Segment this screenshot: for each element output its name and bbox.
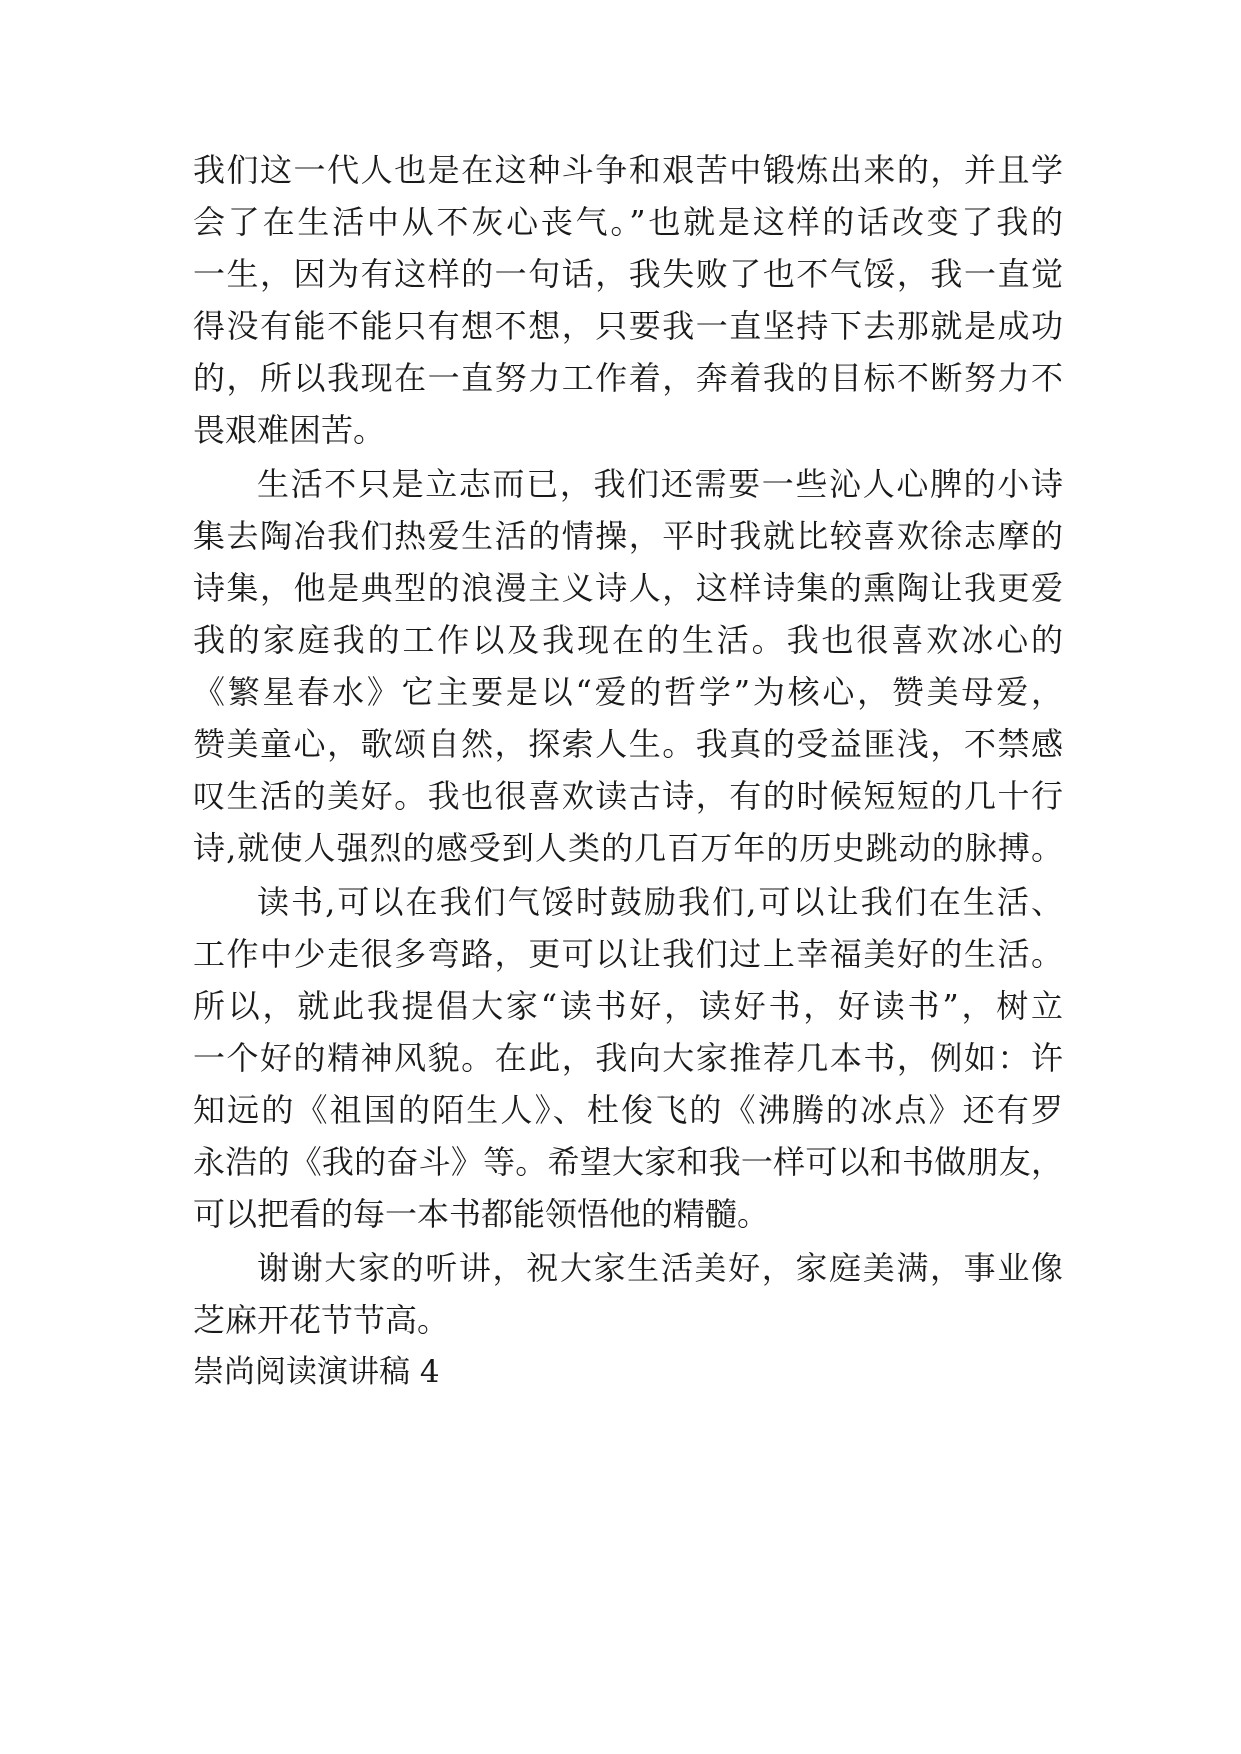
paragraph-line: 叹生活的美好。我也很喜欢读古诗，有的时候短短的几十行: [193, 777, 1063, 815]
paragraph-line: 可以把看的每一本书都能领悟他的精髓。: [193, 1195, 770, 1233]
paragraph-line: 知远的《祖国的陌生人》、杜俊飞的《沸腾的冰点》还有罗: [193, 1091, 1063, 1129]
paragraph-line: 集去陶冶我们热爱生活的情操，平时我就比较喜欢徐志摩的: [193, 517, 1063, 555]
paragraph-line: 诗集，他是典型的浪漫主义诗人，这样诗集的熏陶让我更爱: [193, 569, 1063, 607]
paragraph-line: 得没有能不能只有想不想，只要我一直坚持下去那就是成功: [193, 307, 1063, 345]
paragraph-line: 的，所以我现在一直努力工作着，奔着我的目标不断努力不: [193, 359, 1063, 397]
paragraph-line: 诗,就使人强烈的感受到人类的几百万年的历史跳动的脉搏。: [193, 829, 1063, 867]
paragraph-line: 谢谢大家的听讲，祝大家生活美好，家庭美满，事业像: [257, 1249, 1063, 1287]
paragraph-line: 畏艰难困苦。: [193, 411, 386, 449]
paragraph-line: 我们这一代人也是在这种斗争和艰苦中锻炼出来的，并且学: [193, 151, 1063, 189]
paragraph-line: 读书,可以在我们气馁时鼓励我们,可以让我们在生活、: [257, 883, 1063, 921]
paragraph-line: 所以，就此我提倡大家“读书好，读好书，好读书”，树立: [193, 987, 1063, 1025]
paragraph-line: 《繁星春水》它主要是以“爱的哲学”为核心，赞美母爱，: [193, 673, 1063, 711]
paragraph-line: 赞美童心，歌颂自然，探索人生。我真的受益匪浅，不禁感: [193, 725, 1063, 763]
paragraph-line: 生活不只是立志而已，我们还需要一些沁人心脾的小诗: [257, 465, 1063, 503]
section-heading: 崇尚阅读演讲稿 4: [193, 1354, 440, 1390]
paragraph-line: 一生，因为有这样的一句话，我失败了也不气馁，我一直觉: [193, 255, 1063, 293]
paragraph-line: 我的家庭我的工作以及我现在的生活。我也很喜欢冰心的: [193, 621, 1063, 659]
paragraph-line: 工作中少走很多弯路，更可以让我们过上幸福美好的生活。: [193, 935, 1063, 973]
paragraph-line: 一个好的精神风貌。在此，我向大家推荐几本书，例如：许: [193, 1039, 1063, 1077]
paragraph-line: 永浩的《我的奋斗》等。希望大家和我一样可以和书做朋友，: [193, 1143, 1063, 1181]
paragraph-line: 会了在生活中从不灰心丧气。”也就是这样的话改变了我的: [193, 203, 1063, 241]
paragraph-line: 芝麻开花节节高。: [193, 1301, 450, 1339]
